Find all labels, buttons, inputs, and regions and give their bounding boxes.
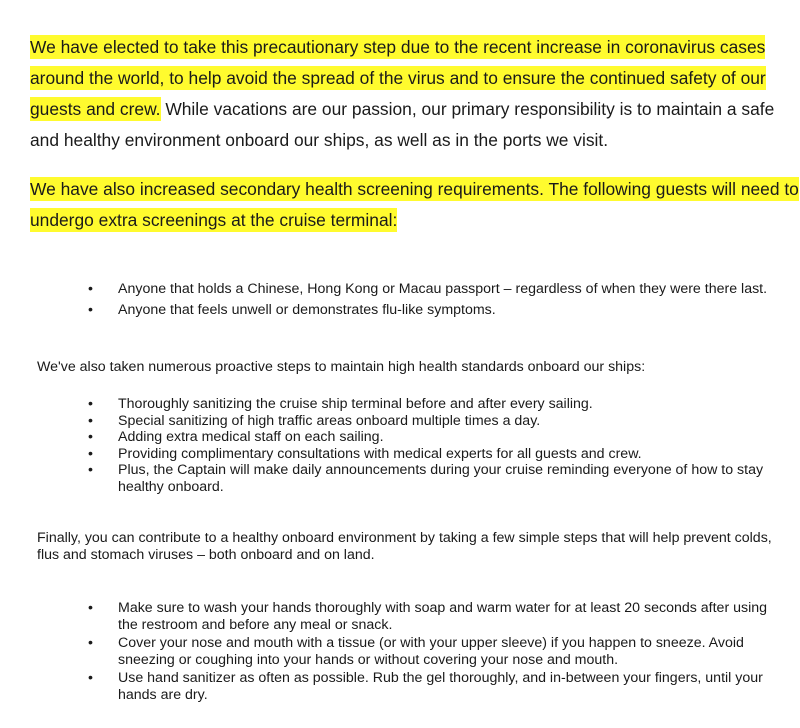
list-item: • Anyone that feels unwell or demonstrates flu-like symptoms. <box>88 302 788 319</box>
paragraph-text: While vacations are our passion, our primary responsibility is to maintain a safe and healthy environment onboard our ships, as well as in the ports we visit. <box>30 99 775 150</box>
list-item: • Thoroughly sanitizing the cruise ship terminal before and after every sailing. <box>88 396 788 413</box>
tips-list <box>88 600 788 704</box>
list-item: • Anyone that holds a Chinese, Hong Kong or Macau passport – regardless of when they were there last. <box>88 281 788 298</box>
list-item: • Special sanitizing of high traffic areas onboard multiple times a day. <box>88 413 788 430</box>
intro-paragraph-2 <box>30 174 800 236</box>
screening-list <box>88 281 788 318</box>
list-item: • Cover your nose and mouth with a tissue (or with your upper sleeve) if you happen to sneeze. Avoid sneezing or coughing into your hands or without covering your nose and mouth. <box>88 635 788 668</box>
finally-paragraph: Finally, you can contribute to a healthy onboard environment by taking a few simple steps that will help prevent colds, flus and stomach viruses – both onboard and on land. <box>37 530 772 563</box>
list-item: • Use hand sanitizer as often as possible. Rub the gel thoroughly, and in-between your fingers, until your hands are dry. <box>88 670 788 703</box>
list-item: • Make sure to wash your hands thoroughly with soap and warm water for at least 20 seconds after using the restroom and before any meal or snack. <box>88 600 788 633</box>
highlighted-text: We have also increased secondary health screening requirements. The following guests will need to undergo extra screenings at the cruise terminal: <box>30 179 799 230</box>
list-item: • Providing complimentary consultations with medical experts for all guests and crew. <box>88 446 788 463</box>
list-item: • Plus, the Captain will make daily announcements during your cruise reminding everyone of how to stay healthy onboard. <box>88 462 788 495</box>
steps-intro: We've also taken numerous proactive steps to maintain high health standards onboard our ships: <box>37 359 646 375</box>
steps-list <box>88 396 788 496</box>
intro-paragraph-1 <box>30 32 800 156</box>
list-item: • Adding extra medical staff on each sailing. <box>88 429 788 446</box>
highlighted-text: We have elected to take this precautionary step due to the recent increase in coronavirus cases around the world, to help avoid the spread of the virus and to ensure the continued safety of our guests and crew. <box>30 37 766 119</box>
